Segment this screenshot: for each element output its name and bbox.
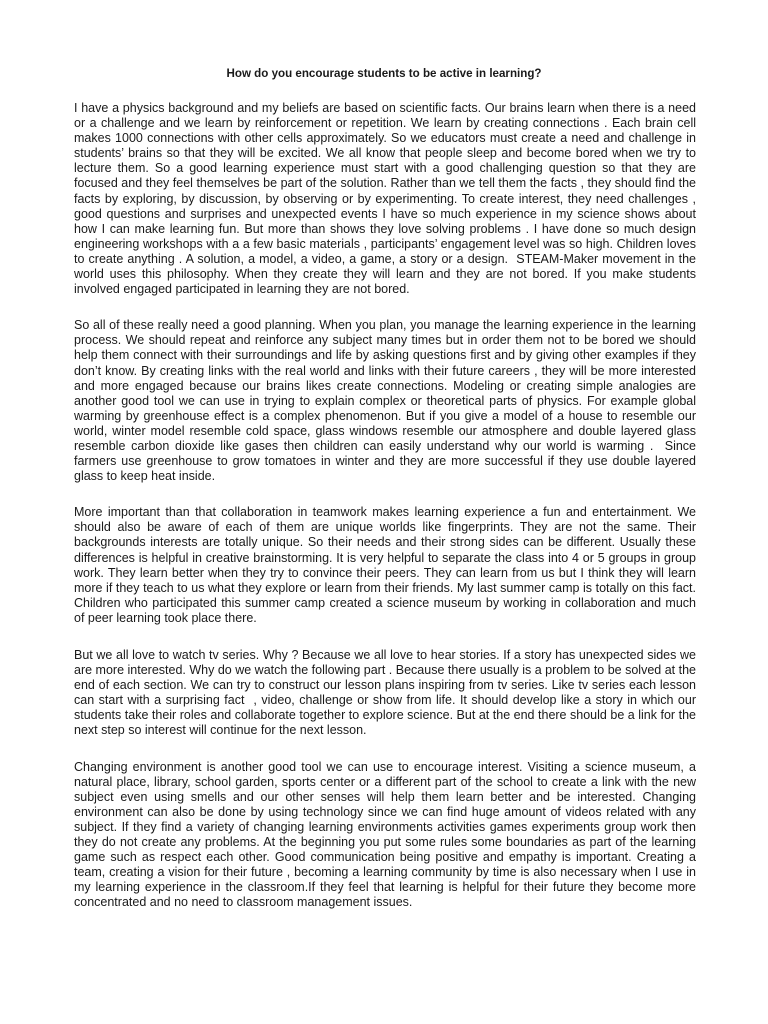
paragraph-5: Changing environment is another good tool we can use to encourage interest. Visiting a science museum, a natural place, library, school garden, sports center or a different part of the school to create a link with the new subject even using smells and our other senses will help them learn better and be interested. Changing environment can also be done by using technology since we can find huge amount of videos related with any subject. If they find a variety of changing learning environments activities games experiments group work then they do not create any problems. At the beginning you put some rules some boundaries as part of the learning game such as respect each other. Good communication being positive and empathy is important. Creating a team, creating a vision for their future , becoming a learning community by time is also necessary when I use in my learning experience in the classroom.If they feel that learning is helpful for their future they become more concentrated and no need to classroom management issues. <box>74 759 700 910</box>
paragraph-4: But we all love to watch tv series. Why ? Because we all love to hear stories. If a story has unexpected sides we are more interested. Why do we watch the following part . Because there usually is a problem to be solved at the end of each section. We can try to construct our lesson plans inspiring from tv series. Like tv series each lesson can start with a surprising fact , video, challenge or show from life. It should develop like a story in which our students take their roles and collaborate together to explore science. But at the end there should be a link for the next step so interest will continue for the next lesson. <box>74 648 700 738</box>
paragraph-1: I have a physics background and my beliefs are based on scientific facts. Our brains learn when there is a need or a challenge and we learn by reinforcement or repetition. We learn by creating connections . Each brain cell makes 1000 connections with other cells approximately. So we educators must create a need and challenge in students’ brains so that they will be excited. We all know that people sleep and become bored when we try to lecture them. So a good learning experience must start with a good challenging question so that they are focused and they feel themselves be part of the solution. Rather than we tell them the facts , they should find the facts by exploring, by discussion, by observing or by experimenting. To create interest, they need challenges , good questions and surprises and unexpected events I have so much experience in my science shows about how I can make learning fun. But more than shows they love solving problems . I have done so much design engineering workshops with a a few basic materials , participants’ engagement level was so high. Children loves to create anything . A solution, a model, a video, a game, a story or a design. STEAM-Maker movement in the world uses this philosophy. When they create they will learn and they are not bored. If you make students involved engaged participated in learning they are not bored. <box>74 101 700 297</box>
paragraph-3: More important than that collaboration in teamwork makes learning experience a fun and entertainment. We should also be aware of each of them are unique worlds like fingerprints. They are not the same. Their backgrounds interests are totally unique. So their needs and their strong sides can be different. Usually these differences is helpful in creative brainstorming. It is very helpful to separate the class into 4 or 5 groups in group work. They learn better when they try to convince their peers. They can learn from us but I think they will learn more if they teach to us what they explore or learn from their friends. My last summer camp is totally on this fact. Children who participated this summer camp created a science museum by working in collaboration and much of peer learning took place there. <box>74 505 700 625</box>
paragraph-2: So all of these really need a good planning. When you plan, you manage the learning experience in the learning process. We should repeat and reinforce any subject many times but in order them not to be bored we should help them connect with their surroundings and life by asking questions first and by giving other examples if they don’t know. By creating links with the real world and links with their future careers , they will be more interested and more engaged because our brains likes create connections. Modeling or creating simple analogies are another good tool we can use in trying to explain complex or theoretical parts of physics. For example global warming by greenhouse effect is a complex phenomenon. But if you give a model of a house to resemble our world, winter model resemble cold space, glass windows resemble our atmosphere and double layered glass resemble carbon dioxide like gases then children can easily understand why our world is warming . Since farmers use greenhouse to grow tomatoes in winter and they are more successful if they use double layered glass to keep heat inside. <box>74 318 700 484</box>
document-body <box>74 101 700 932</box>
document-title: How do you encourage students to be active in learning? <box>226 67 542 80</box>
